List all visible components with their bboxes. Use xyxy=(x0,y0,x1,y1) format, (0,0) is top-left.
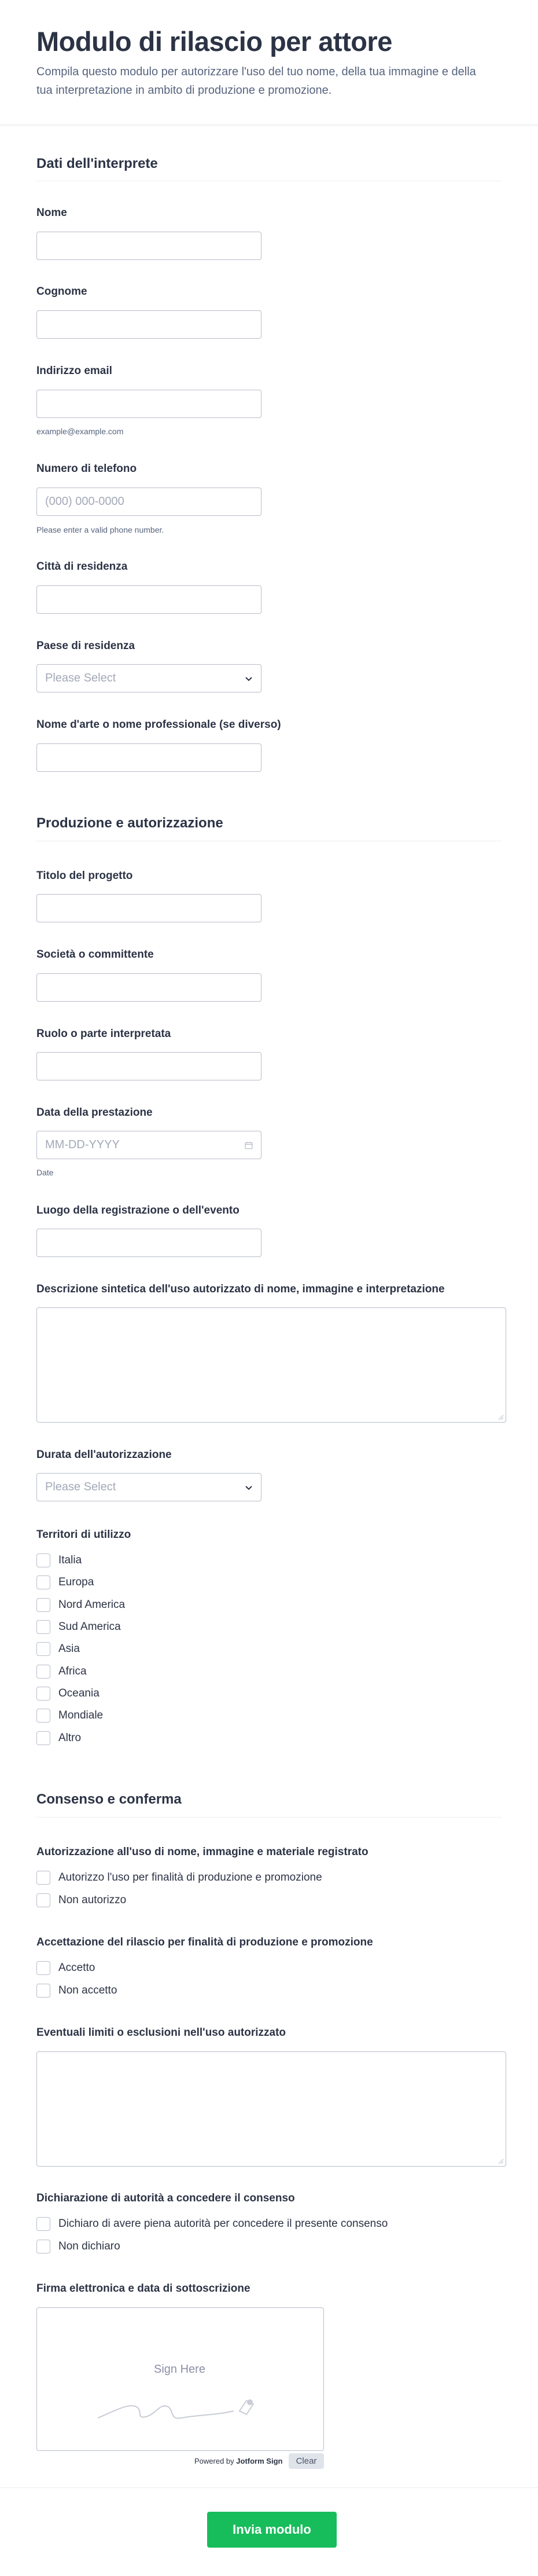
label-dichiarazione: Dichiarazione di autorità a concedere il consenso xyxy=(36,2192,295,2204)
checkbox-option[interactable] xyxy=(36,1870,322,1886)
form-footer xyxy=(0,2487,538,2576)
checkbox[interactable] xyxy=(36,1984,50,1998)
email-input[interactable] xyxy=(36,390,261,418)
checkbox-option[interactable] xyxy=(36,1641,80,1657)
data-input[interactable] xyxy=(36,1131,261,1159)
citta-input[interactable] xyxy=(36,585,261,614)
label-descrizione: Descrizione sintetica dell'uso autorizzato di nome, immagine e interpretazione xyxy=(36,1283,445,1295)
label-nome-arte: Nome d'arte o nome professionale (se diverso) xyxy=(36,719,281,731)
label-telefono: Numero di telefono xyxy=(36,463,137,475)
societa-input[interactable] xyxy=(36,973,261,1002)
checkbox-option[interactable] xyxy=(36,1730,81,1746)
checkbox-label: Accetto xyxy=(58,1962,95,1974)
label-firma: Firma elettronica e data di sottoscrizione xyxy=(36,2282,250,2295)
checkbox-option[interactable] xyxy=(36,2216,388,2232)
checkbox[interactable] xyxy=(36,1575,50,1589)
section-title-performer: Dati dell'interprete xyxy=(36,156,158,171)
checkbox[interactable] xyxy=(36,1709,50,1723)
checkbox-option[interactable] xyxy=(36,2238,120,2255)
signature-pad[interactable] xyxy=(36,2307,324,2451)
limiti-textarea[interactable] xyxy=(36,2051,506,2167)
signature-scribble-icon xyxy=(95,2383,268,2430)
checkbox-label: Non autorizzo xyxy=(58,1894,127,1906)
luogo-input[interactable] xyxy=(36,1229,261,1257)
checkbox[interactable] xyxy=(36,1893,50,1907)
chevron-down-icon xyxy=(245,675,253,683)
checkbox-label: Oceania xyxy=(58,1687,100,1699)
checkbox-label: Non accetto xyxy=(58,1984,117,1996)
durata-selected-value: Please Select xyxy=(45,1481,116,1493)
checkbox-option[interactable] xyxy=(36,1552,82,1569)
checkbox[interactable] xyxy=(36,2217,50,2231)
titolo-input[interactable] xyxy=(36,894,261,922)
checkbox[interactable] xyxy=(36,2240,50,2253)
checkbox[interactable] xyxy=(36,1642,50,1656)
checkbox-option[interactable] xyxy=(36,1597,125,1613)
label-email: Indirizzo email xyxy=(36,365,112,377)
checkbox-label: Africa xyxy=(58,1665,87,1677)
checkbox-option[interactable] xyxy=(36,1960,95,1976)
checkbox-option[interactable] xyxy=(36,1663,87,1680)
checkbox[interactable] xyxy=(36,1871,50,1885)
section-title-production: Produzione e autorizzazione xyxy=(36,815,223,831)
telefono-hint: Please enter a valid phone number. xyxy=(36,525,164,534)
powered-by-text: Powered by xyxy=(194,2457,234,2465)
descrizione-textarea[interactable] xyxy=(36,1307,506,1423)
label-territori: Territori di utilizzo xyxy=(36,1529,131,1541)
checkbox-option[interactable] xyxy=(36,1619,121,1635)
label-ruolo: Ruolo o parte interpretata xyxy=(36,1028,171,1040)
paese-selected-value: Please Select xyxy=(45,672,116,684)
label-titolo: Titolo del progetto xyxy=(36,870,133,882)
checkbox-label: Mondiale xyxy=(58,1709,104,1721)
checkbox-label: Dichiaro di avere piena autorità per concedere il presente consenso xyxy=(58,2218,388,2230)
checkbox[interactable] xyxy=(36,1665,50,1679)
calendar-icon[interactable] xyxy=(245,1141,253,1149)
paese-select[interactable] xyxy=(36,664,261,692)
checkbox-label: Asia xyxy=(58,1643,80,1655)
nome-input[interactable] xyxy=(36,232,261,260)
signature-placeholder: Sign Here xyxy=(154,2363,205,2376)
checkbox-label: Nord America xyxy=(58,1599,126,1611)
cognome-input[interactable] xyxy=(36,310,261,339)
durata-select[interactable] xyxy=(36,1473,261,1501)
checkbox[interactable] xyxy=(36,1553,50,1567)
checkbox-label: Altro xyxy=(58,1732,82,1744)
label-paese: Paese di residenza xyxy=(36,640,135,652)
label-limiti: Eventuali limiti o esclusioni nell'uso autorizzato xyxy=(36,2027,286,2039)
checkbox-option[interactable] xyxy=(36,1707,103,1724)
checkbox-option[interactable] xyxy=(36,1685,100,1702)
checkbox[interactable] xyxy=(36,1620,50,1634)
label-cognome: Cognome xyxy=(36,285,87,298)
section-title-consent: Consenso e conferma xyxy=(36,1791,182,1807)
resize-grip-icon[interactable] xyxy=(497,1413,504,1420)
section-divider xyxy=(36,1817,502,1818)
label-luogo: Luogo della registrazione o dell'evento xyxy=(36,1204,239,1216)
nome-arte-input[interactable] xyxy=(36,743,261,772)
data-placeholder: MM-DD-YYYY xyxy=(45,1138,120,1151)
checkbox-label: Autorizzo l'uso per finalità di produzione e promozione xyxy=(58,1871,322,1884)
checkbox-label: Non dichiaro xyxy=(58,2240,120,2252)
checkbox-label: Sud America xyxy=(58,1621,121,1633)
brand-name: Jotform Sign xyxy=(236,2457,283,2465)
clear-signature-button[interactable]: Clear xyxy=(289,2453,324,2469)
form-header xyxy=(0,0,538,125)
checkbox-option[interactable] xyxy=(36,1574,94,1591)
form-title: Modulo di rilascio per attore xyxy=(36,26,392,57)
label-nome: Nome xyxy=(36,207,67,219)
resize-grip-icon[interactable] xyxy=(497,2157,504,2164)
checkbox-label: Italia xyxy=(58,1554,82,1566)
checkbox-option[interactable] xyxy=(36,1892,126,1908)
label-citta: Città di residenza xyxy=(36,560,128,573)
label-accettazione: Accettazione del rilascio per finalità di produzione e promozione xyxy=(36,1936,373,1948)
checkbox[interactable] xyxy=(36,1687,50,1701)
label-data: Data della prestazione xyxy=(36,1106,153,1119)
telefono-input[interactable]: (000) 000-0000 xyxy=(36,488,261,516)
chevron-down-icon xyxy=(245,1483,253,1492)
form-description: Compila questo modulo per autorizzare l'uso del tuo nome, della tua immagine e della tua interpretazione in ambito di produzione e promozione. xyxy=(36,65,476,97)
checkbox-option[interactable] xyxy=(36,1983,117,1999)
label-societa: Società o committente xyxy=(36,948,154,961)
checkbox[interactable] xyxy=(36,1961,50,1975)
label-autorizzazione: Autorizzazione all'uso di nome, immagine e materiale registrato xyxy=(36,1846,369,1858)
ruolo-input[interactable] xyxy=(36,1052,261,1080)
label-durata: Durata dell'autorizzazione xyxy=(36,1449,172,1461)
checkbox[interactable] xyxy=(36,1598,50,1612)
submit-button[interactable]: Invia modulo xyxy=(207,2512,337,2548)
email-hint: example@example.com xyxy=(36,427,124,436)
data-hint: Date xyxy=(36,1168,54,1177)
powered-by xyxy=(194,2457,282,2465)
checkbox-label: Europa xyxy=(58,1576,94,1588)
checkbox[interactable] xyxy=(36,1731,50,1745)
